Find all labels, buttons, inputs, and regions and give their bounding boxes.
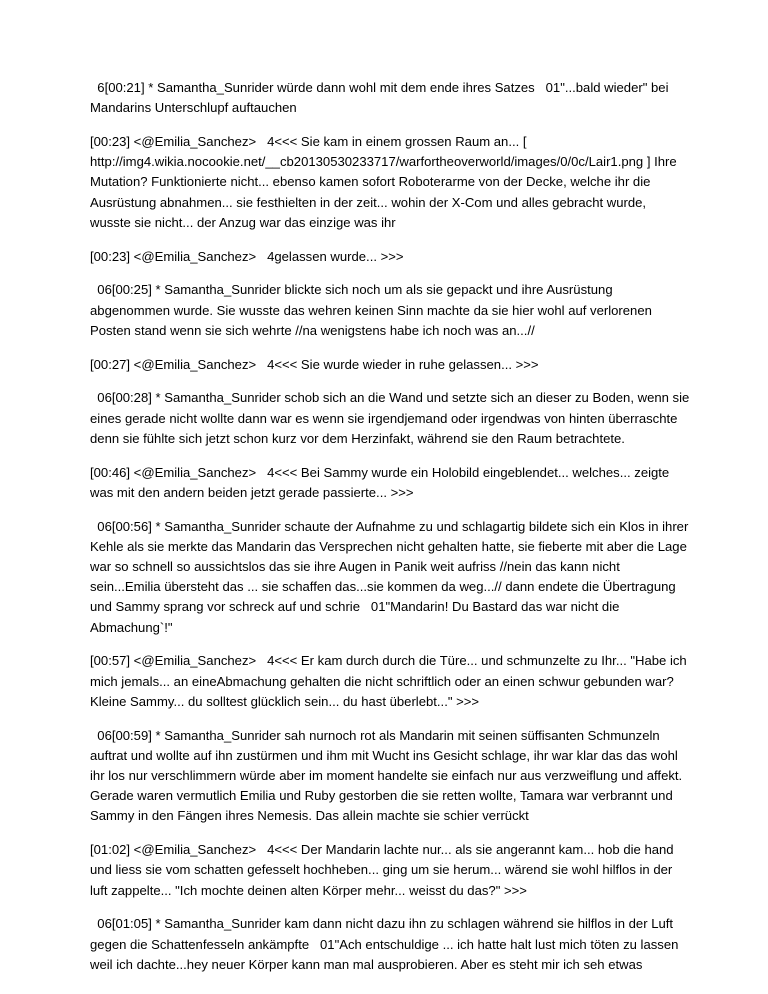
document-page — [90, 78, 693, 989]
chat-log-line-9: [00:57] <@Emilia_Sanchez> 4<<< Er kam durch durch die Türe... und schmunzelte zu Ihr... "Habe ich mich jemals... an eineAbmachung gehalten die nicht schriftlich oder an einen schwur gebunden war? Kleine Sammy... du solltest glücklich sein... du hast überlebt..." >>> — [90, 653, 691, 709]
chat-log-line-1: 6[00:21] * Samantha_Sunrider würde dann wohl mit dem ende ihres Satzes 01"...bald wieder" bei Mandarins Unterschlupf auftauchen — [90, 80, 673, 116]
chat-log-line-5: [00:27] <@Emilia_Sanchez> 4<<< Sie wurde wieder in ruhe gelassen... >>> — [90, 356, 539, 372]
chat-log-line-10: 06[00:59] * Samantha_Sunrider sah nurnoch rot als Mandarin mit seinen süffisanten Schmunzeln auftrat und wollte auf ihn zustürmen und ihm mit Wucht ins Gesicht schlage, ihr war klar das das wohl ihr los nur verschlimmern würde aber im moment handelte sie einfach nur aus verzweiflung und affekt. Gerade waren vermutlich Emilia und Ruby gestorben die sie retten wollte, Tamara war verbrannt und Sammy in den Fängen ihres Nemesis. Das allein machte sie schier verrückt — [90, 727, 686, 824]
chat-log-line-12: 06[01:05] * Samantha_Sunrider kam dann nicht dazu ihn zu schlagen während sie hilflos in der Luft gegen die Schattenfesseln ankämpfte 01"Ach entschuldige ... ich hatte halt lust mich töten zu lassen weil ich dachte...hey neuer Körper kann man mal ausprobieren. Aber es steht mir ich seh etwas — [90, 916, 683, 972]
chat-log-line-4: 06[00:25] * Samantha_Sunrider blickte sich noch um als sie gepackt und ihre Ausrüstung abgenommen wurde. Sie wusste das wehren keinen Sinn machte da sie hier wohl auf verlorenen Posten stand wenn sie sich wehrte //na wenigstens habe ich noch was an...// — [90, 282, 656, 338]
chat-log-line-2: [00:23] <@Emilia_Sanchez> 4<<< Sie kam in einem grossen Raum an... [ http://img4.wikia.nocookie.net/__cb20130530233717/warfortheoverworld/images/0/0c/Lair1.png ] Ihre Mutation? Funktionierte nicht... ebenso kamen sofort Roboterarme von der Decke, welche ihr die Ausrüstung abnahmen... sie festhielten in der zeit... wohin der X-Com und alles gebracht wurde, wusste sie nicht... der Anzug war das einzige was ihr — [90, 134, 681, 230]
chat-log-line-6: 06[00:28] * Samantha_Sunrider schob sich an die Wand und setzte sich an dieser zu Boden, wenn sie eines gerade nicht wollte dann war es wenn sie irgendjemand oder irgendwas von hinten überraschte denn sie fühlte sich jetzt schon kurz vor dem Herzinfakt, während sie den Raum betrachtete. — [90, 390, 693, 446]
chat-log-line-11: [01:02] <@Emilia_Sanchez> 4<<< Der Mandarin lachte nur... als sie angerannt kam... hob die hand und liess sie vom schatten gefesselt hochheben... ging um sie herum... wärend sie wohl hilflos in der luft zappelte... "Ich mochte deinen alten Körper mehr... weisst du das?" >>> — [90, 842, 678, 898]
chat-log-line-8: 06[00:56] * Samantha_Sunrider schaute der Aufnahme zu und schlagartig bildete sich ein Klos in ihrer Kehle als sie merkte das Mandarin das Versprechen nicht gehalten hatte, sie fieberte mit aber die Lage war so schnell so aussichtslos das sie ihre Augen in Panik weit aufriss //nein das kann nicht sein...Emilia übersteht das ... sie schaffen das...sie kommen da weg...// dann endete die Übertragung und Sammy sprang vor schreck auf und schrie 01"Mandarin! Du Bastard das war nicht die Abmachung`!" — [90, 518, 692, 635]
chat-log-line-7: [00:46] <@Emilia_Sanchez> 4<<< Bei Sammy wurde ein Holobild eingeblendet... welches... zeigte was mit den andern beiden jetzt gerade passierte... >>> — [90, 464, 673, 500]
chat-log-line-3: [00:23] <@Emilia_Sanchez> 4gelassen wurde... >>> — [90, 248, 404, 264]
